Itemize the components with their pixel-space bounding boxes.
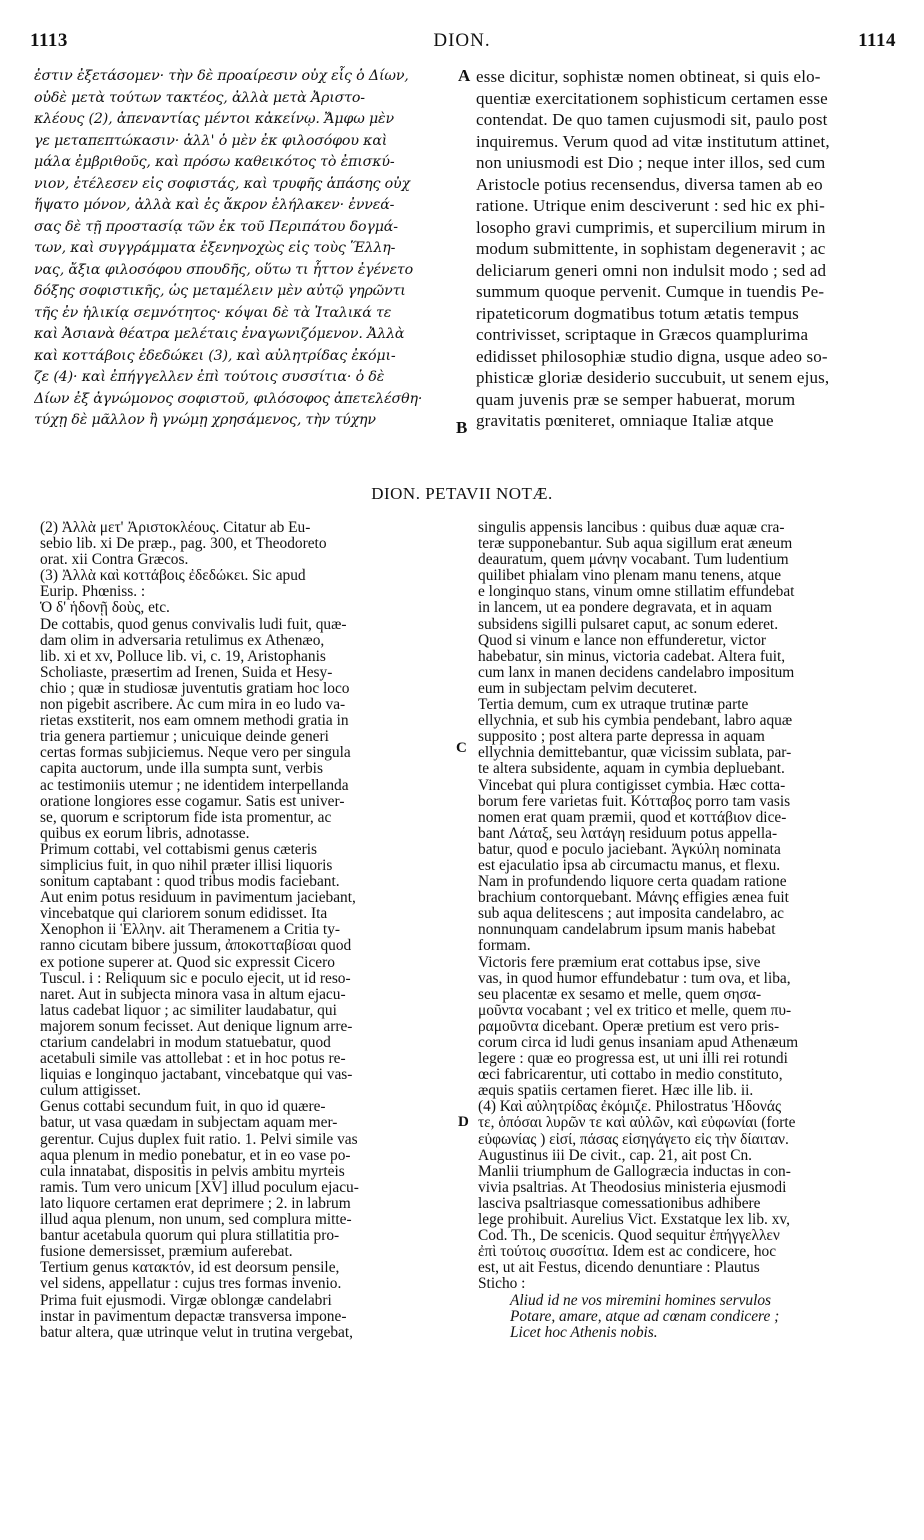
note-line: vel sidens, appellatur : cujus tres formas invenio. bbox=[40, 1276, 342, 1293]
latin-text-line: contendat. De quo tamen cujusmodi sit, paulo post bbox=[476, 110, 828, 129]
latin-text-line: gravitatis pœniteret, omniaque Italiæ atque bbox=[476, 411, 774, 430]
greek-text-line: δόξης σοφιστικῆς, ὡς μεταμέλειν μὲν αὐτῷ γηρῶντι bbox=[34, 283, 406, 299]
note-line: Nam in profundendo liquore certa quadam ratione bbox=[478, 874, 787, 891]
note-line: (3) Ἀλλὰ καὶ κοττάβοις ἐδεδώκει. Sic apud bbox=[40, 568, 306, 585]
main-text bbox=[0, 66, 924, 478]
note-line: bant Λάταξ, seu λατάγη residuum potus appella- bbox=[478, 825, 778, 842]
greek-text-line: καὶ Ἀσιανὰ θέατρα μελέταις ἐναγωνιζόμενον. Ἀλλὰ bbox=[34, 326, 405, 342]
note-line: borum fere varietas fuit. Κότταβος porro tam vasis bbox=[478, 793, 791, 810]
margin-marker-a: A bbox=[458, 66, 471, 85]
latin-text-line: contrivisset, scriptaque in Græcos quamplurima bbox=[476, 325, 809, 344]
note-line: majorem sonum fecisset. Aut denique lignum arre- bbox=[40, 1018, 353, 1035]
latin-text-line: phisticæ gloriæ desiderio succubuit, ut senem ejus, bbox=[476, 368, 830, 387]
greek-text-line: τῆς ἐν ἡλικίᾳ σεμνότητος· κόψαι δὲ τὰ Ἰταλικά τε bbox=[34, 304, 392, 321]
note-line: brachium contorquebant. Μάνης effigies ænea fuit bbox=[478, 890, 789, 907]
latin-text-line: Aristocle potius recensendus, diversa tamen ab eo bbox=[476, 174, 823, 194]
latin-text-line: ripateticorum dogmatibus totum ætatis tempus bbox=[476, 303, 799, 323]
note-line: subsidens sigilli pulsaret caput, ac sonum ederet. bbox=[478, 616, 779, 633]
note-line: Prima fuit ejusmodi. Virgæ oblongæ candelabri bbox=[40, 1292, 332, 1309]
note-line: latus cadebat liquor ; ac similiter laudabatur, qui bbox=[40, 1002, 337, 1019]
latin-text-line: esse dicitur, sophistæ nomen obtineat, si quis elo- bbox=[476, 67, 821, 86]
margin-marker-c: C bbox=[456, 740, 467, 756]
note-line: ex potione superer at. Quod sic expressit Cicero bbox=[40, 954, 335, 971]
verse-line: Potare, amare, atque ad cœnam condicere ; bbox=[510, 1307, 780, 1325]
note-line: lasciva psaltriasque comessationibus adhibere bbox=[478, 1195, 761, 1212]
note-line: εὐφωνίας ) εἰσί, πάσας εἰσηγάγετο εἰς τὴν δίαιταν. bbox=[478, 1131, 789, 1148]
note-line: Manlii triumphum de Gallogræcia inductas in con- bbox=[478, 1163, 791, 1180]
note-line: bantur acetabula quorum qui plura stillatitia pro- bbox=[40, 1228, 340, 1245]
latin-text-line: quentiæ exercitationem sophisticum certamen esse bbox=[476, 88, 828, 108]
latin-text-line: ratione. Utrique enim desciverunt : sed hic ex phi- bbox=[476, 196, 825, 215]
note-line: chio ; quæ in studiosæ juventutis gratiam hoc loco bbox=[40, 680, 350, 697]
note-line: ranno cicutam bibere jussum, ἀποκοτταβίσαι quod bbox=[40, 938, 352, 955]
note-line: τε, ὁπόσαι λυρῶν τε καὶ αὐλῶν, καὶ εὐφωνίαι (forte bbox=[478, 1115, 796, 1132]
note-line: Aut enim potus residuum in pavimentum jaciebant, bbox=[40, 890, 356, 907]
note-line: ellychnia demittebantur, quæ vicissim sublata, par- bbox=[478, 745, 792, 762]
note-line: cula innatabat, dispositis in pelvis ambitu myrteis bbox=[40, 1163, 345, 1180]
latin-text-line: quam juvenis præ se semper habuerat, morum bbox=[476, 389, 796, 409]
note-line: quilibet phialam vino plenam manu tenens, atque bbox=[478, 568, 782, 585]
latin-text-line: non uniusmodi est Dio ; neque inter illos, sed cum bbox=[476, 153, 826, 172]
note-line: lato liquore certamen erat deprimere ; 2. in labrum bbox=[40, 1195, 351, 1212]
note-line: formam. bbox=[478, 938, 531, 955]
note-line: illud aqua plenum, non unum, sed complura mitte- bbox=[40, 1212, 352, 1229]
note-line: Tuscul. i : Reliquum sic e poculo ejecit, ut id reso- bbox=[40, 970, 351, 987]
note-line: ellychnia, et sub his cymbia pendebant, labro aquæ bbox=[478, 713, 793, 730]
note-line: μοῦντα vocabant ; vel ex tritico et melle, quem πυ- bbox=[478, 1002, 792, 1019]
page-number-right: 1114 bbox=[858, 30, 896, 51]
notes-heading: DION. PETAVII NOTÆ. bbox=[371, 484, 553, 503]
note-line: æquis spatiis certamen fieret. Hæc ille lib. ii. bbox=[478, 1083, 754, 1100]
note-line: batur altera, quæ utrinque velut in trutina vergebat, bbox=[40, 1324, 353, 1341]
note-line: Victoris fere præmium erat cottabus ipse, sive bbox=[478, 954, 761, 971]
note-line: sebio lib. xi De præp., pag. 300, et Theodoreto bbox=[40, 536, 327, 553]
note-line: tria genera partiemur ; unicuique deinde generi bbox=[40, 729, 329, 746]
note-line: (2) Ἀλλὰ μετ' Ἀριστοκλέους. Citatur ab Eu- bbox=[40, 520, 311, 536]
note-line: cum lanx in manen decidens candelabro impositum bbox=[478, 664, 795, 681]
note-line: oratione longiores esse cogamur. Satis est univer- bbox=[40, 793, 345, 810]
running-title: DION. bbox=[433, 30, 491, 51]
verse-line: Licet hoc Athenis nobis. bbox=[510, 1323, 658, 1341]
note-line: orat. xii Contra Græcos. bbox=[40, 552, 189, 569]
note-line: batur, quod e poculo jaciebant. Ἀγκύλη nominata bbox=[478, 841, 781, 858]
note-line: naret. Aut in subjecta minora vasa in altum ejacu- bbox=[40, 986, 346, 1003]
note-line: œci fabricarentur, uti cottabo in medio constituto, bbox=[478, 1067, 783, 1084]
note-line: est, ut ait Festus, dicendo denuntiare : Plautus bbox=[478, 1260, 760, 1277]
note-line: Quod si vinum e lance non effunderetur, victor bbox=[478, 632, 767, 649]
note-line: ac testimoniis utemur ; ne identidem interpellanda bbox=[40, 777, 349, 794]
greek-text-line: ἐστιν ἐξετάσομεν· τὴν δὲ προαίρεσιν οὐχ εἷς ὁ Δίων, bbox=[34, 68, 409, 84]
latin-text-line: deliciarum generi omni non indulsit modo ; sed ad bbox=[476, 260, 827, 280]
note-line: rietas exstiterit, nos eam omnem methodi gratia in bbox=[40, 713, 349, 730]
note-line: liquias e longinquo jactabant, vincebatque qui vas- bbox=[40, 1067, 353, 1084]
note-line: Cod. Th., De scenicis. Quod sequitur ἐπήγγελλεν bbox=[478, 1228, 780, 1245]
note-line: gerentur. Cujus duplex fuit ratio. 1. Pelvi simile vas bbox=[40, 1131, 358, 1148]
verse-line: Aliud id ne vos miremini homines servulos bbox=[510, 1291, 772, 1309]
greek-text-line: σας δὲ τῇ προστασίᾳ τῶν ἐκ τοῦ Περιπάτου δογμά- bbox=[34, 218, 398, 235]
note-line: se, quorum e scriptorum fide ista promentur, ac bbox=[40, 809, 332, 826]
note-line: sub aqua delitescens ; aut imposita candelabro, ac bbox=[478, 906, 784, 923]
note-line: simplicius fuit, in quo nihil præter illisi liquoris bbox=[40, 857, 333, 874]
note-line: instar in pavimentum depactæ transversa impone- bbox=[40, 1308, 347, 1325]
note-line: nonnunquam candelabrum ipsum manis habebat bbox=[478, 922, 776, 939]
margin-marker-b: B bbox=[456, 418, 468, 437]
greek-text-column bbox=[34, 66, 450, 432]
greek-text-line: γε μεταπεπτώκασιν· ἀλλ' ὁ μὲν ἐκ φιλοσόφου καὶ bbox=[34, 132, 388, 149]
note-line: vas, in quod humor effundebatur : tum ova, et liba, bbox=[478, 970, 791, 987]
note-line: in lancem, ut ea pondere degravata, et in aquam bbox=[478, 600, 773, 617]
note-line: nomen erat quam præmii, quod et κοττάβιον dice- bbox=[478, 809, 787, 826]
greek-text-line: Δίων ἐξ ἀγνώμονος σοφιστοῦ, φιλόσοφος ἀπετελέσθη· bbox=[34, 390, 423, 407]
note-line: De cottabis, quod genus convivalis ludi fuit, quæ- bbox=[40, 616, 347, 633]
note-line: eum in subjectam pelvim decuteret. bbox=[478, 680, 698, 697]
note-line: Vincebat qui plura contigisset cymbia. Hæc cotta- bbox=[478, 777, 786, 794]
note-line: Sticho : bbox=[478, 1276, 526, 1293]
note-line: aqua plenum in medio ponebatur, et in eo vase po- bbox=[40, 1147, 351, 1164]
notes-right-column bbox=[478, 520, 902, 1341]
greek-text-line: νας, ἄξια φιλοσόφου σπουδῆς, οὕτω τι ἧττον ἐγένετο bbox=[34, 261, 413, 278]
note-line: Xenophon ii Ἑλλην. ait Theramenem a Critia ty- bbox=[40, 922, 341, 939]
note-line: Scholiaste, præsertim ad Irenen, Suida et Hesy- bbox=[40, 664, 333, 681]
note-line: dam olim in adversaria retulimus ex Athenæo, bbox=[40, 632, 325, 649]
note-line: ραμοῦντα dicebant. Operæ pretium est vero pris- bbox=[478, 1018, 780, 1035]
note-line: teræ supponebantur. Sub aqua sigillum erat æneum bbox=[478, 536, 793, 553]
greek-text-line: κλέους (2), ἀπεναντίας μέντοι κἀκείνῳ. Ἄμφω μὲν bbox=[34, 111, 394, 127]
note-line: capita auctorum, unde illa sumpta sunt, verbis bbox=[40, 761, 323, 778]
verse-quotation bbox=[478, 1293, 902, 1341]
greek-text-line: νιον, ἐτέλεσεν εἰς σοφιστάς, καὶ τρυφῆς ἁπάσης οὐχ bbox=[34, 175, 410, 192]
page-header bbox=[0, 30, 924, 56]
greek-text-line: καὶ κοττάβοις ἐδεδώκει (3), καὶ αὐλητρίδας ἐκόμι- bbox=[34, 347, 396, 364]
page-number-left: 1113 bbox=[30, 30, 68, 51]
latin-text-line: modum submittente, in sophistam degeneravit ; ac bbox=[476, 239, 826, 258]
note-line: corum circa id ludi genus insaniam apud Athenæum bbox=[478, 1035, 799, 1051]
notes-section bbox=[0, 520, 924, 1530]
greek-text-line: ζε (4)· καὶ ἐπήγγελλεν ἐπὶ τούτοις συσσίτια· ὁ δὲ bbox=[34, 369, 385, 385]
note-line: Genus cottabi secundum fuit, in quo id quære- bbox=[40, 1099, 326, 1116]
note-line: Ὁ δ' ἡδονῇ δοὺς, etc. bbox=[40, 600, 170, 617]
margin-marker-d: D bbox=[458, 1114, 469, 1130]
greek-text-line: οὐδὲ μετὰ τούτων τακτέος, ἀλλὰ μετὰ Ἀριστο- bbox=[34, 89, 365, 106]
note-line: culum attigisset. bbox=[40, 1083, 141, 1100]
note-line: non pigebit ascribere. Ac cum mira in eo ludo va- bbox=[40, 697, 346, 714]
note-line: vivia psaltrias. At Theodosius ministeria ejusmodi bbox=[478, 1179, 787, 1196]
note-line: est ejaculatio ipsa ab circumactu manus, et flexu. bbox=[478, 857, 781, 874]
greek-text-line: ἥψατο μόνον, ἀλλὰ καὶ ἐς ἄκρον ἐλήλακεν· ἐννεά- bbox=[34, 197, 395, 213]
note-line: e longinquo stans, vinum omne stillatim effundebat bbox=[478, 584, 795, 601]
greek-text-line: των, καὶ συγγράμματα ἐξενηνοχὼς εἰς τοὺς Ἕλλη- bbox=[34, 240, 396, 256]
note-line: (4) Καὶ αὐλητρίδας ἐκόμιζε. Philostratus Ἠδονάς bbox=[478, 1099, 782, 1116]
note-line: quibus ex eorum libris, adnotasse. bbox=[40, 825, 250, 842]
note-line: ἐπὶ τούτοις συσσίτια. Idem est ac condicere, hoc bbox=[478, 1244, 777, 1261]
note-line: deauratum, quem μάνην vocabant. Tum ludentium bbox=[478, 552, 789, 569]
note-line: acetabuli simile vas attollebat : et in hoc potus re- bbox=[40, 1051, 346, 1068]
note-line: certas formas subjiciemus. Neque vero per singula bbox=[40, 745, 351, 762]
note-line: batur, ut vasa quædam in subjectam aquam mer- bbox=[40, 1115, 338, 1132]
note-line: legere : quæ eo progressa est, ut uni illi rei rotundi bbox=[478, 1051, 788, 1068]
note-line: vincebatque qui clariorem sonum edidisset. Ita bbox=[40, 906, 328, 923]
note-line: seu placentæ ex sesamo et melle, quem σησα- bbox=[478, 986, 762, 1003]
note-line: lege prohibuit. Aurelius Vict. Exstatque lex lib. xv, bbox=[478, 1212, 790, 1229]
latin-text-line: inquiremus. Verum quod ad vitæ institutum attinet, bbox=[476, 131, 830, 151]
note-line: Augustinus iii De civit., cap. 21, ait post Cn. bbox=[478, 1147, 753, 1164]
note-line: sonitum captabant : quod tribus modis faciebant. bbox=[40, 874, 340, 891]
note-line: ramis. Tum vero unicum [XV] illud poculum ejacu- bbox=[40, 1179, 359, 1196]
note-line: fusione demersisset, præmium auferebat. bbox=[40, 1244, 293, 1261]
latin-translation-column bbox=[476, 66, 904, 432]
note-line: Tertia demum, cum ex utraque trutinæ parte bbox=[478, 697, 749, 714]
note-line: ctarium candelabri in modum statuebatur, quod bbox=[40, 1035, 331, 1051]
note-line: singulis appensis lancibus : quibus duæ aquæ cra- bbox=[478, 520, 785, 536]
note-line: te altera subsidente, aquam in cymbia depluebant. bbox=[478, 761, 785, 778]
note-line: Tertium genus κατακτόν, id est deorsum pensile, bbox=[40, 1260, 340, 1277]
note-line: supposito ; post altera parte depressa in aquam bbox=[478, 729, 765, 746]
note-line: Primum cottabi, vel cottabismi genus cæteris bbox=[40, 841, 317, 858]
latin-text-line: losopho gravi cumprimis, et supercilium mirum in bbox=[476, 217, 826, 237]
note-line: habebatur, sin minus, victoria cadebat. Altera fuit, bbox=[478, 648, 786, 665]
note-line: Eurip. Phœniss. : bbox=[40, 584, 146, 601]
latin-text-line: summum quoque pervenit. Cumque in tuendis Pe- bbox=[476, 282, 825, 301]
note-line: lib. xi et xv, Polluce lib. vi, c. 19, Aristophanis bbox=[40, 648, 326, 665]
greek-text-line: τύχῃ δὲ μᾶλλον ἢ γνώμῃ χρησάμενος, τὴν τύχην bbox=[34, 412, 376, 428]
notes-left-column bbox=[40, 520, 454, 1341]
latin-text-line: edidisset philosophiæ studio digna, usque adeo so- bbox=[476, 346, 828, 366]
greek-text-line: μάλα ἐμβριθοῦς, καὶ πρόσω καθεικότος τὸ ἐπισκύ- bbox=[34, 154, 395, 170]
